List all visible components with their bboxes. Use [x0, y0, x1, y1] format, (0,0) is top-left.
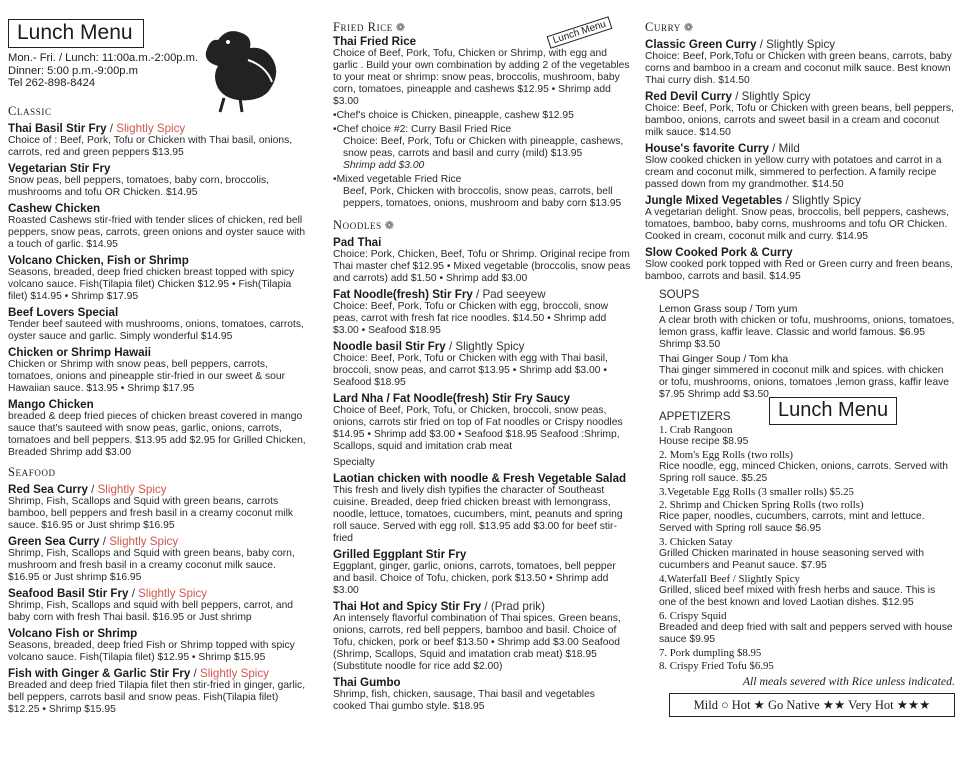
item-name	[8, 627, 308, 640]
menu-item	[8, 587, 308, 624]
phone: Tel 262-898-8424	[8, 77, 96, 90]
appetizer-item	[659, 610, 955, 646]
item-title: Mango Chicken	[8, 397, 94, 411]
menu-item	[645, 246, 955, 283]
spice-tag: Slightly Spicy	[766, 38, 836, 51]
swirl-ornament-icon: ❁	[683, 22, 694, 34]
appetizer-item	[659, 647, 955, 659]
spice-legend: Mild ○ Hot ★ Go Native ★★ Very Hot ★★★	[669, 693, 955, 717]
soup-name: Thai Ginger Soup / Tom kha	[659, 354, 789, 365]
item-name	[333, 236, 631, 249]
menu-item	[8, 667, 308, 716]
soup-desc: A clear broth with chicken or tofu, mushrooms, onions, tomatoes, lemon grass, kaffir leave. Classic and world famous. $6.95 Shrimp $3.50	[659, 315, 955, 350]
item-desc: This fresh and lively dish typifies the character of Southeast cuisine. Breaded, deep fried chicken breast with lemongrass, noodle, lettuce, tomatoes, cucumbers, mint, peanuts and spring roll sauce. Served with egg roll. $13.95 add $3.00 for beef stir-fried	[333, 485, 623, 544]
appetizer-desc: Rice noodle, egg, minced Chicken, onions, carrots. Served with Spring roll sauce. $5.25	[659, 461, 949, 484]
item-desc: An intensely flavorful combination of Thai spices. Green beans, onions, carrots, red bell peppers, bamboo and basil. Choice of Tofu, chicken, pork or beef $13.50 • Shrimp add $3.00 Seafood (Shrimp, Scallops, Squid and imatation crab meat) $18.95 (Substitute noodle for rice add $2.00)	[333, 613, 621, 672]
item-title: Red Devil Curry	[645, 90, 732, 103]
appetizer-name: 1. Crab Rangoon	[659, 424, 733, 436]
hours-dinner: Dinner: 5:00 p.m.-9:00p.m	[8, 64, 138, 77]
section-appetizers	[645, 399, 955, 672]
appetizer-item	[659, 449, 955, 485]
item-name	[645, 246, 955, 259]
item-name	[645, 90, 955, 103]
section-classic	[8, 104, 308, 459]
item-name	[333, 288, 631, 301]
item-name	[8, 202, 308, 215]
menu-item	[333, 600, 631, 673]
item-title: Pad Thai	[333, 236, 382, 249]
item-desc: Chicken or Shrimp with snow peas, bell peppers, carrots, tomatoes, onions and pineapple stir-fried in our sweet & sour Hawaiian sauce. $13.95 • Shrimp $17.95	[8, 358, 286, 394]
item-title: Green Sea Curry	[8, 534, 100, 548]
item-title: Vegetarian Stir Fry	[8, 161, 111, 175]
option-extra: Shrimp add $3.00	[343, 160, 425, 171]
menu-item	[8, 483, 308, 532]
menu-item	[333, 676, 631, 713]
swirl-ornament-icon: ❁	[395, 22, 406, 34]
appetizer-name: 3. Chicken Satay	[659, 536, 733, 548]
rice-note: All meals severed with Rice unless indicated.	[742, 674, 955, 688]
noodles-heading-text: Noodles	[333, 218, 382, 232]
item-desc: Seasons, breaded, deep fried chicken breast topped with spicy volcano sauce. Fish(Tilapia filet) Chicken $12.95 • Fish(Tilapia filet) $14.95 • Shrimp $17.95	[8, 266, 295, 302]
specialty-label: Specialty	[333, 457, 375, 468]
menu-item	[645, 90, 955, 139]
section-heading-appetizers: APPETIZERS	[659, 411, 731, 423]
item-title: Jungle Mixed Vegetables	[645, 194, 783, 207]
soup-desc: Thai ginger simmered in coconut milk and spices. with chicken or tofu, mushrooms, onions, tomatoes ,lemon grass, kaffir leave $7.95 Shrimp add $3.50	[659, 365, 949, 400]
tag-separator: /	[190, 666, 200, 680]
menu-item	[8, 254, 308, 303]
item-desc: Shrimp, fish, chicken, sausage, Thai basil and vegetables cooked Thai gumbo style. $18.95	[333, 689, 595, 712]
item-title: Thai Hot and Spicy Stir Fry	[333, 600, 482, 613]
appetizer-desc: Grilled Chicken marinated in house seasoning served with cucumbers and Peanut sauce. $7.95	[659, 548, 924, 571]
section-heading-curry	[645, 20, 955, 35]
fried-rice-option	[333, 124, 631, 172]
hours-lunch: Mon.- Fri. / Lunch: 11:00a.m.-2:00p.m.	[8, 52, 199, 64]
menu-item	[333, 392, 631, 453]
item-title: House's favorite Curry	[645, 142, 769, 155]
curry-heading-text: Curry	[645, 20, 681, 34]
section-heading-soups: SOUPS	[659, 289, 700, 301]
section-heading-noodles	[333, 218, 631, 233]
item-name	[8, 535, 308, 548]
menu-item	[8, 122, 308, 159]
option-desc: Beef, Pork, Chicken with broccolis, snow peas, carrots, bell peppers, tomatoes, onions, mushroom and baby corn $13.95	[343, 186, 622, 209]
appetizer-item	[659, 424, 955, 448]
item-name	[8, 254, 308, 267]
item-name	[8, 306, 308, 319]
menu-item	[333, 340, 631, 389]
appetizer-name: 2. Mom's Egg Rolls (two rolls)	[659, 449, 793, 461]
item-desc: Shrimp, Fish, Scallops and squid with bell peppers, carrot, and baby corn with fresh Thai basil. $16.95 or Just shrimp	[8, 599, 294, 623]
spice-tag: Slightly Spicy	[741, 90, 811, 103]
spice-tag: Slightly Spicy	[116, 121, 186, 135]
item-name	[333, 472, 631, 485]
item-title: Fat Noodle(fresh) Stir Fry	[333, 288, 473, 301]
rooster-logo-icon	[188, 20, 284, 120]
spice-tag: Slightly Spicy	[455, 340, 525, 353]
option-title: • Chef's choice is Chicken, pineapple, cashew $12.95	[333, 110, 631, 122]
appetizer-item	[659, 573, 955, 609]
item-name	[8, 122, 308, 135]
item-desc: Shrimp, Fish, Scallops and Squid with green beans, carrots bamboo, bell peppers and fresh basil in a creamy coconut milk sauce. $16.95 or Just shrimp $16.95	[8, 495, 294, 531]
item-name	[333, 392, 631, 405]
spice-tag: Slightly Spicy	[138, 586, 208, 600]
item-name	[645, 142, 955, 155]
item-desc: A vegetarian delight. Snow peas, broccolis, bell peppers, cashews, tomatoes, bamboo, baby corns, mushrooms and tofu OR Chicken. Cooked in cream, coconut milk and curry. $14.95	[645, 207, 949, 242]
item-desc: Choice of : Beef, Pork, Tofu or Chicken with Thai basil, onions, carrots, red and green peppers $13.95	[8, 134, 293, 158]
appetizer-item	[659, 536, 955, 572]
lunch-menu-box: Lunch Menu	[769, 397, 897, 425]
fried-rice-option	[333, 174, 631, 210]
menu-item	[8, 162, 308, 199]
item-desc: Roasted Cashews stir-fried with tender slices of chicken, red bell peppers, snow peas, carrots, green onions and oyster sauce with a touch of garlic. $14.95	[8, 214, 306, 250]
fried-rice-option	[333, 110, 631, 122]
menu-item	[333, 548, 631, 597]
menu-item	[333, 288, 631, 337]
appetizer-item	[659, 499, 955, 535]
menu-item	[8, 306, 308, 343]
menu-item	[645, 194, 955, 243]
item-title: Laotian chicken with noodle & Fresh Vegetable Salad	[333, 472, 627, 485]
item-name	[8, 483, 308, 496]
item-title: Volcano Chicken, Fish or Shrimp	[8, 253, 189, 267]
tag-separator: /	[472, 288, 483, 301]
menu-item	[645, 142, 955, 191]
tag-separator: /	[87, 482, 98, 496]
item-desc: Choice of Beef, Pork, Tofu, or Chicken, broccoli, snow peas, onions, carrots stir fried on top of Fat noodles or Crispy noodles $14.95 • Shrimp add $3.00 • Seafood $18.95 Seafood :Shrimp, Scallops, squid and imitation crab meat	[333, 405, 623, 452]
item-title: Classic Green Curry	[645, 38, 757, 51]
item-desc: Shrimp, Fish, Scallops and Squid with green beans, baby corn, mushroom and fresh basil in a creamy coconut milk sauce. $16.95 or Just shrimp $16.95	[8, 547, 295, 583]
item-name	[333, 340, 631, 353]
item-desc: Slow cooked pork topped with Red or Green curry and freen beans, bamboo, carrots and basil. $14.95	[645, 259, 953, 282]
appetizer-name: 3.Vegetable Egg Rolls (3 smaller rolls) $5.25	[659, 486, 854, 498]
item-desc: Snow peas, bell peppers, tomatoes, baby corn, broccolis, mushrooms and tofu OR Chicken. $14.95	[8, 174, 269, 198]
menu-item	[8, 627, 308, 664]
lunch-menu-stamp: Lunch Menu	[547, 16, 613, 48]
spice-tag: Mild	[778, 142, 800, 155]
spice-tag: Slightly Spicy	[97, 482, 167, 496]
column-middle	[333, 0, 631, 713]
item-name	[645, 194, 955, 207]
tag-separator: /	[99, 534, 110, 548]
appetizer-name: 6. Crispy Squid	[659, 610, 727, 622]
spice-tag: Pad seeyew	[482, 288, 546, 301]
menu-item	[333, 472, 631, 545]
spice-tag: Slightly Spicy	[791, 194, 861, 207]
menu-item	[645, 38, 955, 87]
section-specialty	[333, 457, 631, 713]
appetizer-item	[659, 660, 955, 672]
item-title: Slow Cooked Pork & Curry	[645, 246, 793, 259]
option-desc: Choice: Beef, Pork, Tofu or Chicken with pineapple, cashews, snow peas, carrots and basil and curry (mild) $13.95	[343, 136, 624, 159]
section-soups	[645, 289, 955, 401]
spice-tag: Slightly Spicy	[200, 666, 269, 680]
section-heading-seafood: Seafood	[8, 464, 56, 479]
item-desc: Choice: Beef, Pork, Tofu or Chicken with egg, broccoli, snow peas, carrot with fresh fat rice noodles. $14.50 • Shrimp add $3.00 • Seafood $18.95	[333, 301, 609, 336]
section-curry	[645, 20, 955, 283]
item-title: Grilled Eggplant Stir Fry	[333, 548, 467, 561]
tag-separator: /	[768, 142, 779, 155]
section-noodles	[333, 218, 631, 453]
item-desc: Slow cooked chicken in yellow curry with potatoes and carrot in a cream and coconut milk, simmered to perfection. A family recipe passed down from my grandmother. $14.50	[645, 155, 942, 190]
item-title: Volcano Fish or Shrimp	[8, 626, 138, 640]
item-desc: Choice: Beef, Pork, Tofu or Chicken with egg with Thai basil, broccoli, snow peas, and carrot $13.95 • Shrimp add $3.00 • Seafood $18.95	[333, 353, 608, 388]
menu-item	[8, 346, 308, 395]
item-desc: Choice: Beef, Pork,Tofu or Chicken with green beans, carrots, baby corns and bamboo in a cream and coconut milk sauce. Best known Thai curry dish. $14.50	[645, 51, 952, 86]
tag-separator: /	[106, 121, 117, 135]
item-name	[8, 398, 308, 411]
item-title: Beef Lovers Special	[8, 305, 119, 319]
item-title: Lard Nha / Fat Noodle(fresh) Stir Fry Saucy	[333, 392, 571, 405]
option-title: • Chef choice #2: Curry Basil Fried Rice	[333, 124, 631, 136]
item-name	[645, 38, 955, 51]
section-seafood	[8, 465, 308, 716]
item-title: Seafood Basil Stir Fry	[8, 586, 129, 600]
section-fried-rice	[333, 20, 631, 210]
item-name	[333, 676, 631, 689]
item-desc: Choice of Beef, Pork, Tofu, Chicken or Shrimp, with egg and garlic . Build your own combination by adding 2 of the vegetables to your meat or shrimp: snow peas, broccolis, mushroom, baby corn, tomatoes, pineapple and cashews $12.95 • Shrimp add $3.00	[333, 48, 630, 107]
appetizer-desc: Rice paper, noodles, cucumbers, carrots, mint and lettuce. Served with Spring roll sauce $6.95	[659, 511, 925, 534]
item-title: Cashew Chicken	[8, 201, 101, 215]
appetizer-name: 4.Waterfall Beef / Slightly Spicy	[659, 573, 800, 585]
menu-item	[8, 535, 308, 584]
item-title: Thai Basil Stir Fry	[8, 121, 107, 135]
tag-separator: /	[445, 340, 456, 353]
column-right	[645, 0, 955, 717]
appetizer-name: 8. Crispy Fried Tofu $6.95	[659, 660, 774, 672]
appetizer-item	[659, 486, 955, 498]
appetizer-name: 7. Pork dumpling $8.95	[659, 647, 762, 659]
item-desc: breaded & deep fried pieces of chicken breast covered in mango sauce that's sauteed with snow peas, garlic, onions, carrots, tomatoes and bell peppers. $13.95 add $2.95 for Grilled Chicken, Breaded Shrimp add $3.00	[8, 410, 306, 458]
item-desc: Choice: Beef, Pork, Tofu or Chicken with green beans, bell peppers, bamboo, onions, carrots and sweet basil in a cream and coconut milk sauce. $14.50	[645, 103, 954, 138]
fried-rice-heading-text: Fried Rice	[333, 20, 393, 34]
item-desc: Breaded and deep fried Tilapia filet then stir-fried in ginger, garlic, bell peppers, carrots basil and snow peas. Fish(Tilapia filet) $12.25 • Shrimp $15.95	[8, 679, 306, 715]
tag-separator: /	[731, 90, 742, 103]
menu-item	[8, 398, 308, 459]
tag-separator: /	[481, 600, 491, 613]
swirl-ornament-icon: ❁	[384, 220, 395, 232]
item-name	[333, 548, 631, 561]
item-name	[8, 587, 308, 600]
item-name	[8, 162, 308, 175]
section-heading-classic: Classic	[8, 103, 52, 118]
item-desc: Seasons, breaded, deep fried Fish or Shrimp topped with spicy volcano sauce. Fish(Tilapia filet) $12.95 • Shrimp $15.95	[8, 639, 295, 663]
soup-item	[659, 354, 955, 401]
appetizer-desc: Grilled, sliced beef mixed with fresh herbs and sauce. This is one of the best known and loved Laotian dishes. $12.95	[659, 585, 936, 608]
appetizer-name: 2. Shrimp and Chicken Spring Rolls (two rolls)	[659, 499, 864, 511]
column-left	[8, 0, 308, 716]
appetizer-desc: House recipe $8.95	[659, 436, 749, 447]
item-name	[8, 667, 308, 680]
item-desc: Eggplant, ginger, garlic, onions, carrots, tomatoes, bell pepper and basil. Choice of Tofu, chicken, pork $13.50 • Shrimp add $3.00	[333, 561, 616, 596]
menu-item	[8, 202, 308, 251]
item-desc: Choice: Pork, Chicken, Beef, Tofu or Shrimp. Original recipe from Thai master chef $12.95 • Mixed vegetable (broccolis, snow peas and carrots) add $1.50 • Shrimp add $3.00	[333, 249, 631, 284]
tag-separator: /	[782, 194, 792, 207]
menu-item	[333, 236, 631, 285]
item-title: Red Sea Curry	[8, 482, 88, 496]
tag-separator: /	[756, 38, 767, 51]
spice-tag: (Prad prik)	[490, 600, 545, 613]
item-name: Thai Fried Rice	[333, 35, 417, 48]
item-title: Thai Gumbo	[333, 676, 401, 689]
page-title: Lunch Menu	[8, 19, 144, 48]
tag-separator: /	[128, 586, 139, 600]
item-name	[8, 346, 308, 359]
soup-name: Lemon Grass soup / Tom yum	[659, 304, 798, 315]
option-title: • Mixed vegetable Fried Rice	[333, 174, 631, 186]
spice-tag: Slightly Spicy	[109, 534, 179, 548]
soup-item	[659, 304, 955, 351]
item-name	[333, 600, 631, 613]
item-title: Fish with Ginger & Garlic Stir Fry	[8, 666, 191, 680]
item-title: Noodle basil Stir Fry	[333, 340, 446, 353]
appetizer-desc: Breaded and deep fried with salt and peppers served with house sauce $9.95	[659, 622, 953, 645]
item-title: Chicken or Shrimp Hawaii	[8, 345, 152, 359]
item-desc: Tender beef sauteed with mushrooms, onions, tomatoes, carrots, oyster sauce and garlic. Simply wonderful $14.95	[8, 318, 304, 342]
